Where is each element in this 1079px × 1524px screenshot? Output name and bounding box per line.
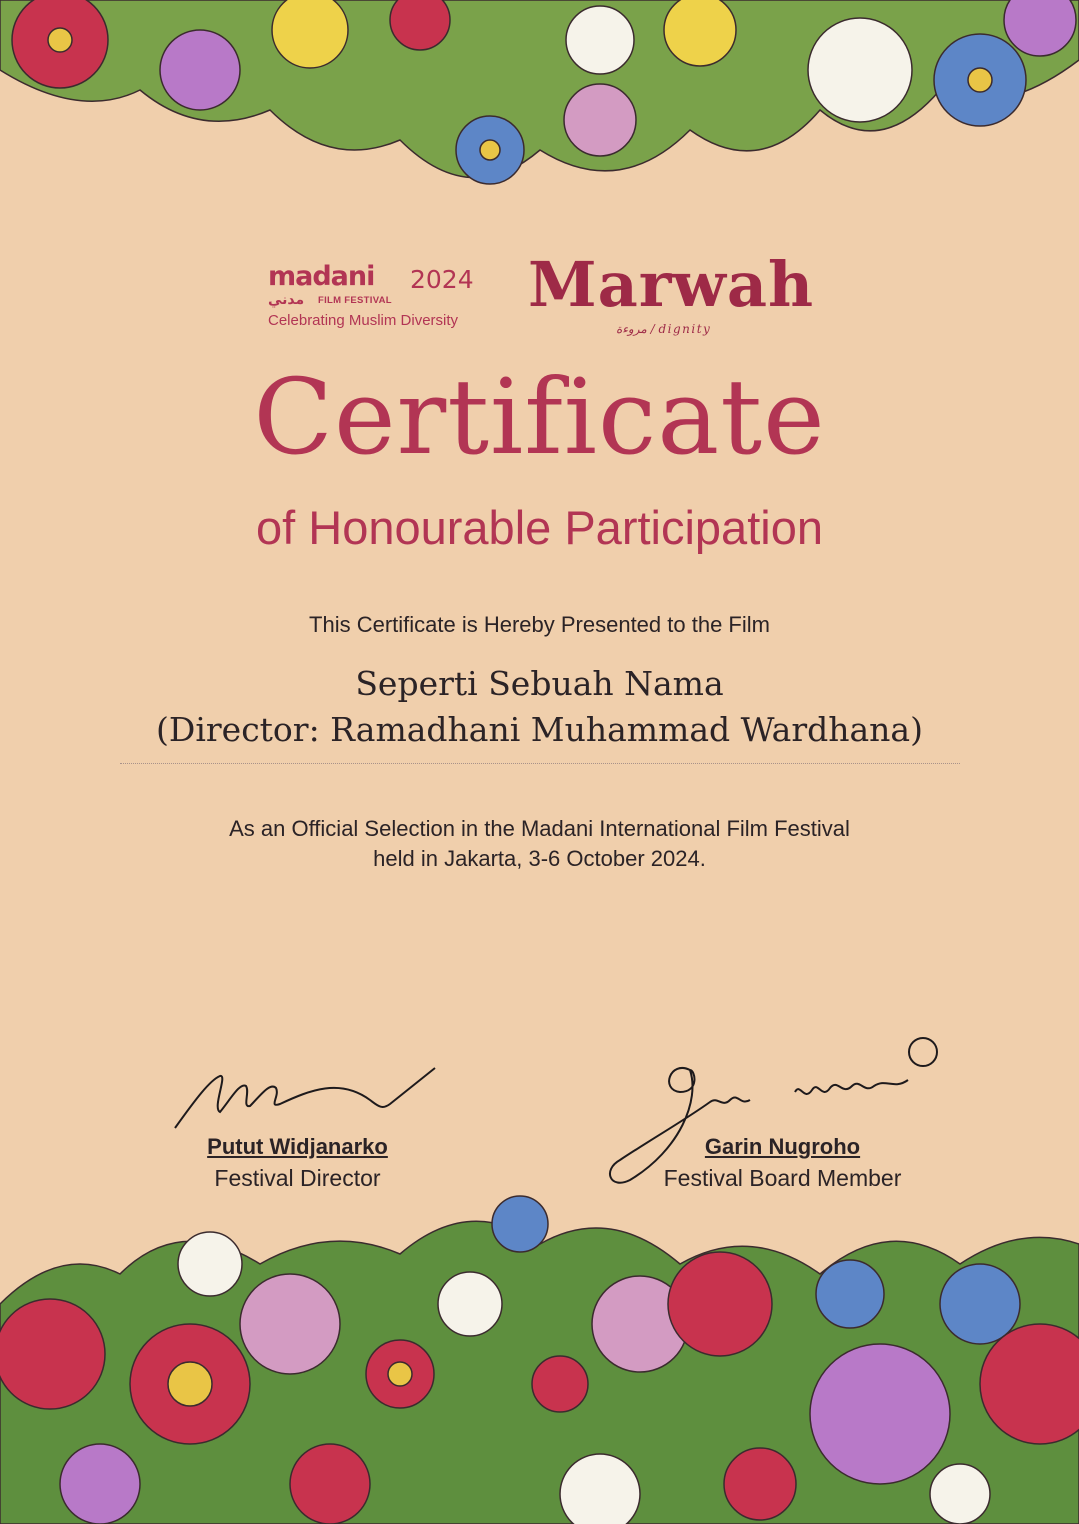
madani-wordmark: madani	[268, 261, 375, 292]
handwritten-signature	[150, 1060, 445, 1132]
certificate-subtitle: of Honourable Participation	[256, 501, 823, 554]
signatory-role: Festival Board Member	[663, 1165, 902, 1191]
floral-illustration-bottom	[0, 1184, 1079, 1524]
signatory-role: Festival Director	[214, 1165, 381, 1191]
madani-year: 2024	[410, 265, 474, 294]
selection-statement-line-1: As an Official Selection in the Madani International Film Festival	[229, 816, 850, 841]
selection-statement-line-2: held in Jakarta, 3-6 October 2024.	[373, 846, 706, 871]
madani-tagline: Celebrating Muslim Diversity	[268, 312, 459, 329]
film-director: (Director: Ramadhani Muhammad Wardhana)	[156, 710, 923, 749]
marwah-subtitle: مروءة / dignity	[616, 322, 712, 336]
signature-block-board-member	[590, 1030, 975, 1200]
floral-border-top	[0, 0, 1079, 230]
signatory-name: Garin Nugroho	[704, 1134, 861, 1159]
floral-border-bottom	[0, 1184, 1079, 1524]
certificate-title: Certificate	[253, 356, 826, 478]
marwah-logo	[528, 250, 818, 346]
divider-line	[120, 763, 960, 764]
floral-illustration-top	[0, 0, 1079, 230]
marwah-wordmark: Marwah	[528, 248, 815, 321]
madani-arabic-wordmark: مدني	[268, 292, 305, 308]
presented-to-line: This Certificate is Hereby Presented to the Film	[309, 612, 770, 637]
signature-block-festival-director	[150, 1060, 445, 1200]
selection-statement	[0, 814, 1079, 874]
signatory-name: Putut Widjanarko	[207, 1134, 388, 1159]
madani-festival-label: FILM FESTIVAL	[318, 295, 392, 306]
film-title: Seperti Sebuah Nama	[355, 664, 724, 703]
madani-film-festival-logo	[268, 262, 488, 334]
